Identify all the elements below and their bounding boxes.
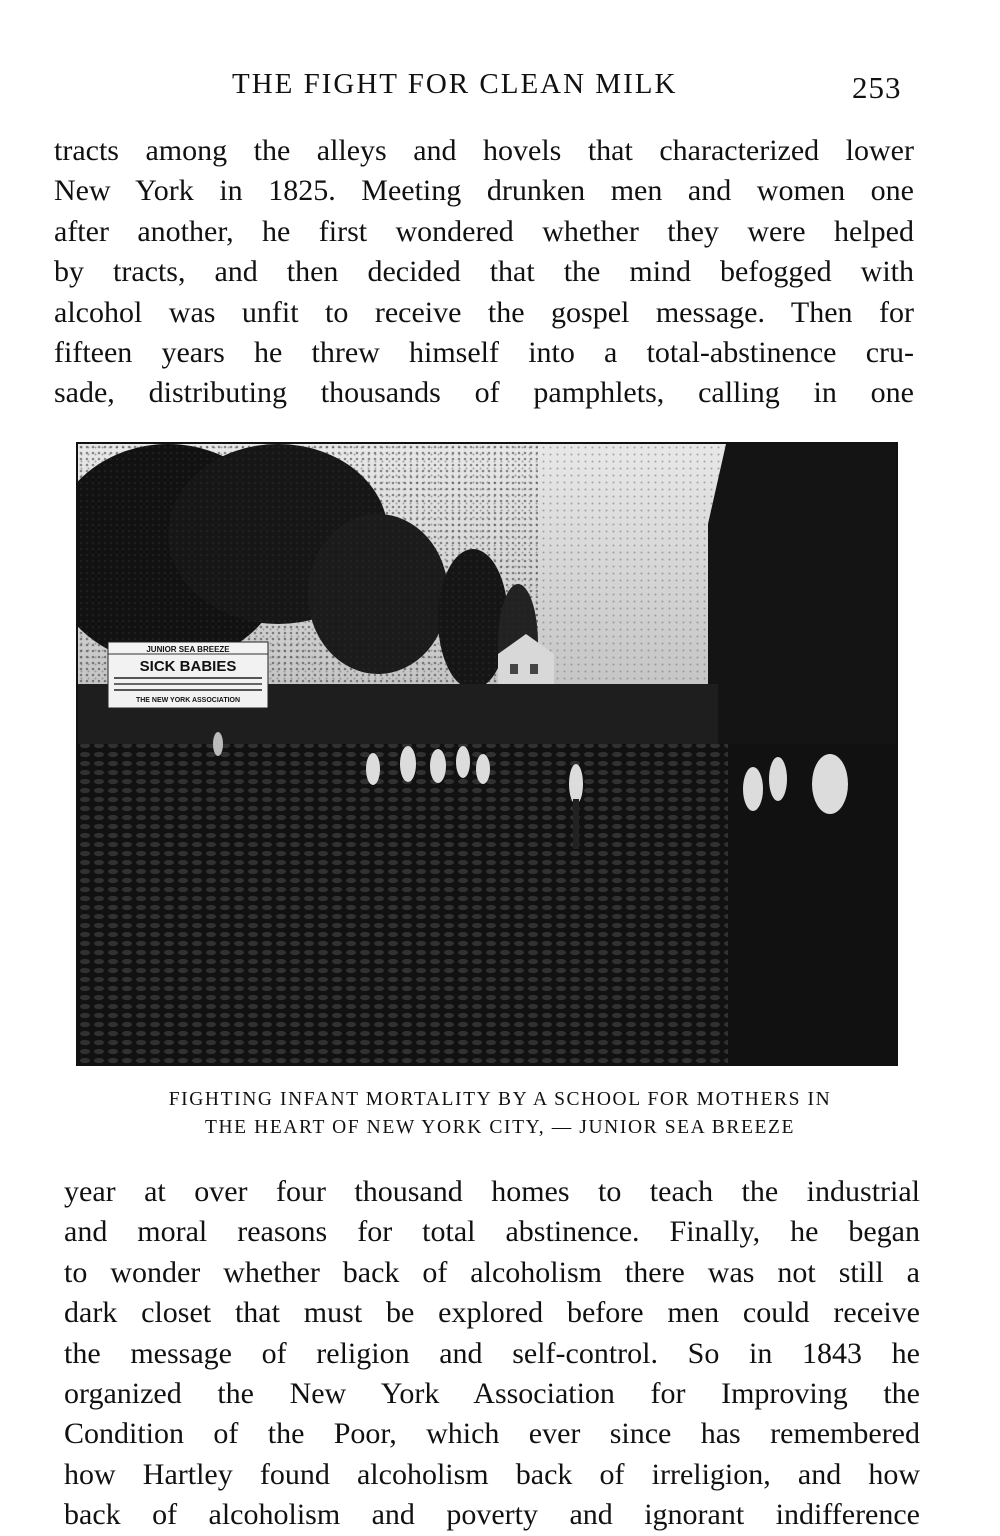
- sign-line-3: THE NEW YORK ASSOCIATION: [135, 697, 241, 704]
- sign-line-1: JUNIOR SEA BREEZE: [146, 645, 230, 654]
- text-line: organized the New York Association for Improving the: [64, 1376, 920, 1410]
- paragraph-bottom: [64, 1172, 920, 1536]
- text-line: the message of religion and self-control. So in 1843 he: [64, 1336, 920, 1370]
- photo-illustration: [78, 444, 896, 1064]
- text-line: dark closet that must be explored before men could receive: [64, 1296, 920, 1330]
- text-line: sade, distributing thousands of pamphlets, calling in one: [54, 376, 914, 410]
- caption-line: THE HEART OF NEW YORK CITY, — JUNIOR SEA BREEZE: [204, 1117, 796, 1138]
- halftone-photograph: [76, 442, 898, 1066]
- text-line: and moral reasons for total abstinence. Finally, he began: [64, 1215, 920, 1249]
- sick-babies-sign: [108, 642, 268, 708]
- text-line: by tracts, and then decided that the mind befogged with: [54, 255, 914, 289]
- text-line: Condition of the Poor, which ever since has remembered: [64, 1417, 920, 1451]
- text-line: fifteen years he threw himself into a total-abstinence cru-: [54, 335, 914, 369]
- caption-line: FIGHTING INFANT MORTALITY BY A SCHOOL FOR MOTHERS IN: [168, 1089, 832, 1110]
- figure-caption: [60, 1086, 940, 1142]
- text-line: how Hartley found alcoholism back of irreligion, and how: [64, 1457, 920, 1491]
- text-line: year at over four thousand homes to teach the industrial: [64, 1175, 920, 1208]
- text-line: tracts among the alleys and hovels that characterized lower: [54, 134, 914, 167]
- text-line: New York in 1825. Meeting drunken men and women one: [54, 174, 914, 208]
- text-line: after another, he first wondered whether they were helped: [54, 214, 914, 248]
- running-title: THE FIGHT FOR CLEAN MILK: [232, 68, 678, 100]
- sign-line-2: SICK BABIES: [139, 658, 237, 675]
- text-line: back of alcoholism and poverty and ignorant indifference: [64, 1498, 920, 1532]
- running-head: [0, 64, 1000, 108]
- page-number: 253: [852, 70, 902, 105]
- text-line: to wonder whether back of alcoholism there was not still a: [64, 1255, 920, 1289]
- paragraph-top: [54, 131, 914, 414]
- text-line: alcohol was unfit to receive the gospel message. Then for: [54, 295, 914, 329]
